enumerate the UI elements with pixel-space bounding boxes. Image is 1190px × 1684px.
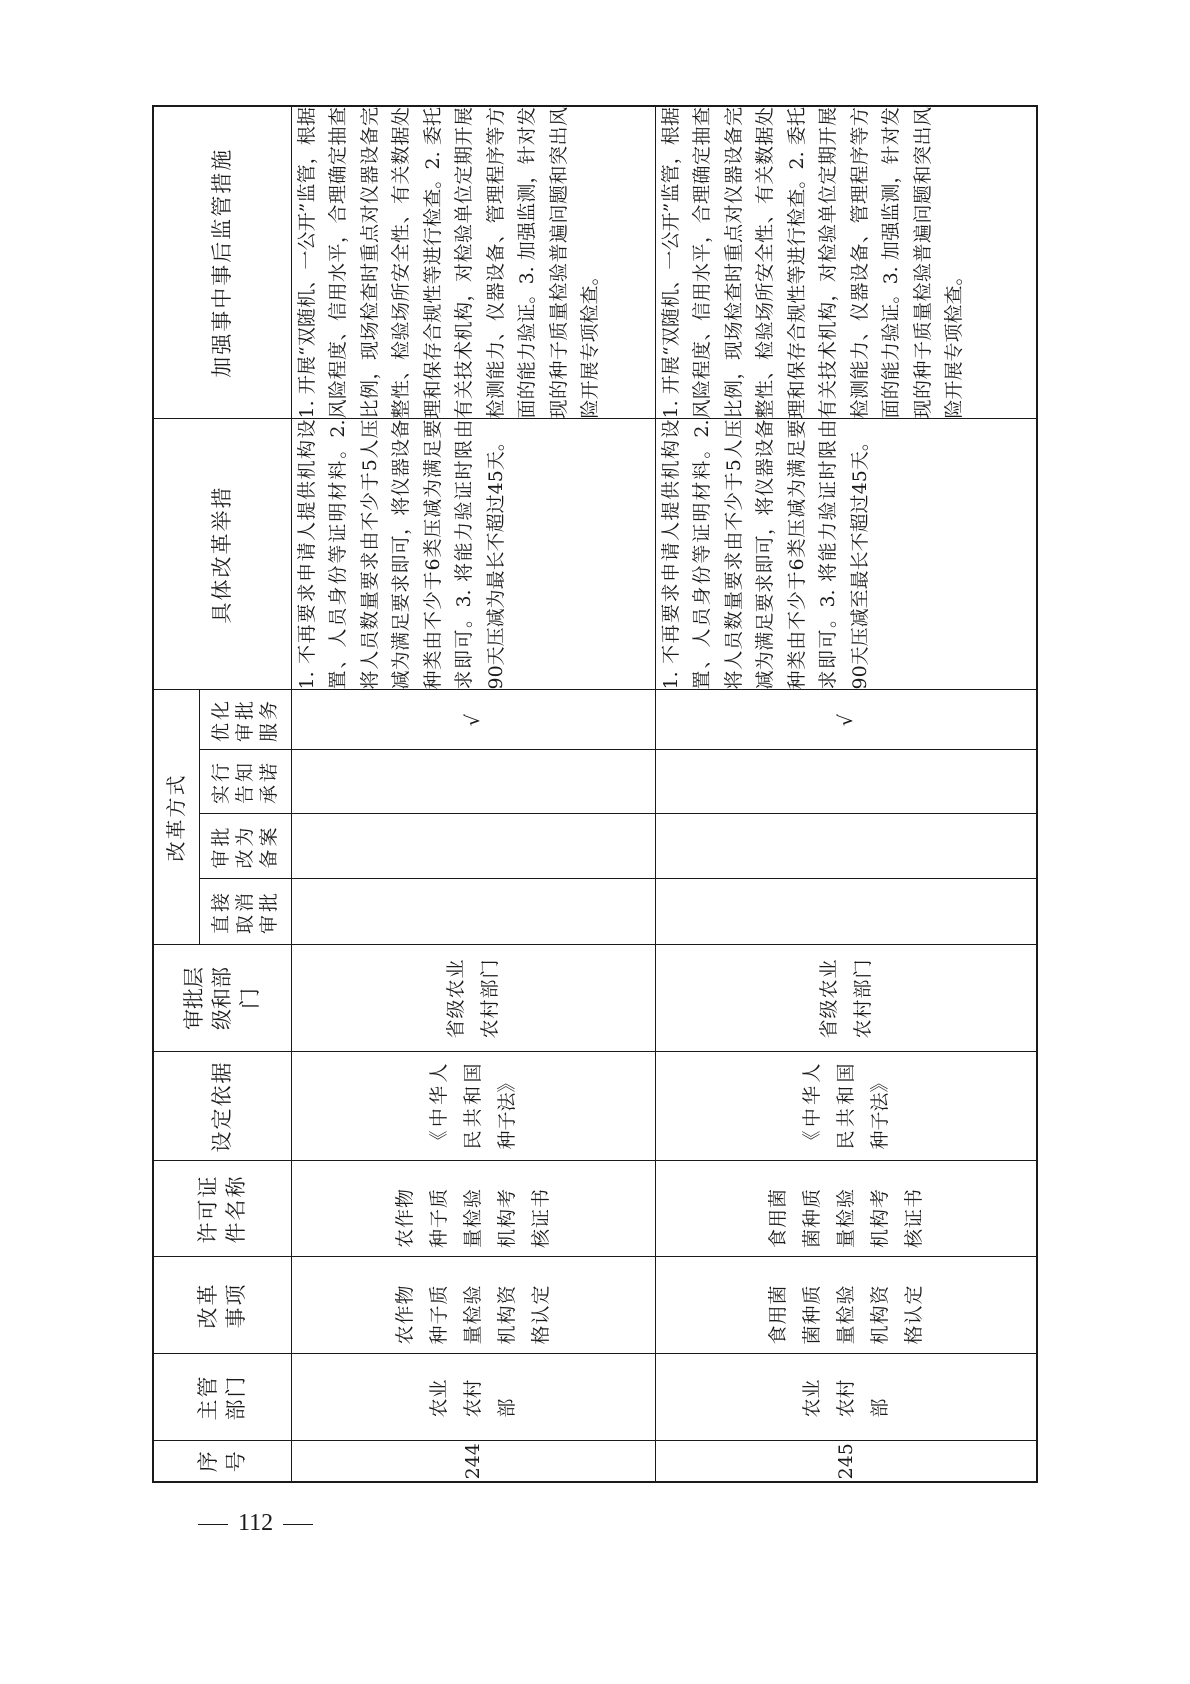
row-measures: 1. 不再要求申请人提供机构设置、人员身份等证明材料。2. 将人员数量要求由不少于5人压减为满足要求即可，将仪器设备种类由不少于6类压减为满足要求即可。3. 将能力验证时限由90天压减至最长不超过45天。 <box>655 419 1037 690</box>
rotated-table-wrapper <box>152 107 1036 1483</box>
row-item: 农作物种子质量检验机构资格认定 <box>291 1257 655 1354</box>
row-level: 省级农业农村部门 <box>291 945 655 1052</box>
row-mode-cancel <box>655 879 1037 945</box>
header-mode-cancel: 直接取消审批 <box>199 879 291 945</box>
header-level: 审批层级和部门 <box>153 945 291 1052</box>
header-mode-optimize: 优化审批服务 <box>199 690 291 750</box>
row-mode-notify <box>655 750 1037 814</box>
row-mode-filing <box>291 814 655 879</box>
row-level: 省级农业农村部门 <box>655 945 1037 1052</box>
header-department: 主管部门 <box>153 1354 291 1441</box>
page-dash-right <box>283 1524 313 1525</box>
row-basis: 《中华人民共和国种子法》 <box>291 1052 655 1161</box>
header-basis: 设定依据 <box>153 1052 291 1161</box>
table-row <box>655 106 1037 1482</box>
header-mode-notify: 实行告知承诺 <box>199 750 291 814</box>
page-number <box>188 1510 323 1537</box>
header-mode-filing: 审批改为备案 <box>199 814 291 879</box>
header-reform-mode: 改革方式 <box>153 690 199 945</box>
header-measures: 具体改革举措 <box>153 419 291 690</box>
row-supervision: 1. 开展“双随机、一公开”监管，根据风险程度、信用水平，合理确定抽查比例，现场检查时重点对仪器设备完整性、检验场所安全性、有关数据处理和保存合规性等进行检查。2. 委托有关技术机构，对检验单位定期开展检测能力、仪器设备、管理程序等方面的能力验证。3. 加强监测，针对发现的种子质量检验普遍问题和突出风险开展专项检查。 <box>291 106 655 419</box>
row-mode-optimize-check: √ <box>655 690 1037 750</box>
row-department: 农业农村部 <box>291 1354 655 1441</box>
page-number-text: 112 <box>238 1510 274 1536</box>
header-supervision: 加强事中事后监管措施 <box>153 106 291 419</box>
table-row <box>291 106 655 1482</box>
header-item: 改革事项 <box>153 1257 291 1354</box>
row-seq: 245 <box>655 1441 1037 1482</box>
row-license: 农作物种子质量检验机构考核证书 <box>291 1161 655 1257</box>
row-mode-filing <box>655 814 1037 879</box>
header-license: 许可证件名称 <box>153 1161 291 1257</box>
row-seq: 244 <box>291 1441 655 1482</box>
row-mode-notify <box>291 750 655 814</box>
reform-table <box>152 105 1038 1483</box>
row-item: 食用菌菌种质量检验机构资格认定 <box>655 1257 1037 1354</box>
row-mode-cancel <box>291 879 655 945</box>
header-seq: 序号 <box>153 1441 291 1482</box>
row-license: 食用菌菌种质量检验机构考核证书 <box>655 1161 1037 1257</box>
page-dash-left <box>198 1524 228 1525</box>
row-supervision: 1. 开展“双随机、一公开”监管，根据风险程度、信用水平，合理确定抽查比例，现场检查时重点对仪器设备完整性、检验场所安全性、有关数据处理和保存合规性等进行检查。2. 委托有关技术机构，对检验单位定期开展检测能力、仪器设备、管理程序等方面的能力验证。3. 加强监测，针对发现的种子质量检验普遍问题和突出风险开展专项检查。 <box>655 106 1037 419</box>
header-row-1 <box>153 106 199 1482</box>
row-basis: 《中华人民共和国种子法》 <box>655 1052 1037 1161</box>
row-measures: 1. 不再要求申请人提供机构设置、人员身份等证明材料。2. 将人员数量要求由不少于5人压减为满足要求即可，将仪器设备种类由不少于6类压减为满足要求即可。3. 将能力验证时限由90天压减为最长不超过45天。 <box>291 419 655 690</box>
row-department: 农业农村部 <box>655 1354 1037 1441</box>
row-mode-optimize-check: √ <box>291 690 655 750</box>
